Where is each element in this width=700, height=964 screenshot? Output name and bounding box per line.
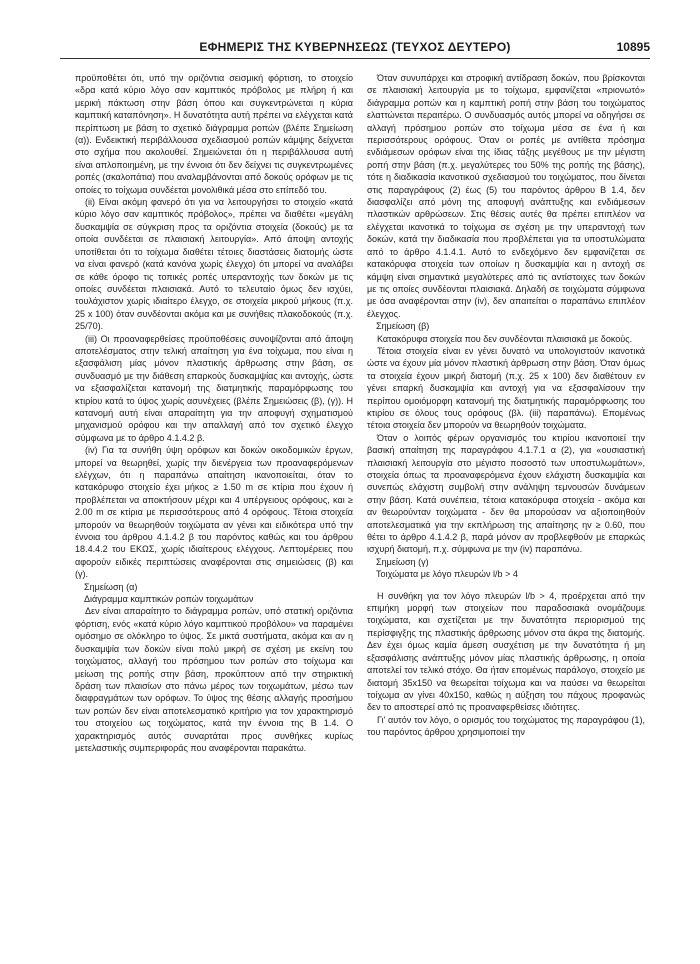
note-subheading-a: Διάγραμμα καμπτικών ροπών τοιχωμάτων (84, 594, 254, 605)
paragraph: Κατακόρυφα στοιχεία που δεν συνδέονται πλαισιακά με δοκούς. (377, 333, 633, 344)
paragraph: Τέτοια στοιχεία είναι εν γένει δυνατό να υπολογιστούν ικανοτικά ώστε να έχουν μία μόνον πλαστική άρθρωση στην βάση. Όταν όμως τα στοιχεία έχουν μικρή διατομή (π.χ. 25 x 100) δεν διαθέτουν εν γένει επαρκή δυσκαμψία και αντοχή για να εξασφαλίσουν την περίπου ομοιόμορφη κατανομή της διατμητικής παραμόρφωσης του κτιρίου σε όλους τους ορόφους (βλ. (iii) παραπάνω). Επομένως τέτοια στοιχεία δεν μπορούν να θεωρηθούν τοιχώματα. (367, 345, 645, 431)
note-heading-c: Σημείωση (γ) (376, 556, 429, 567)
paragraph: (iii) Οι προαναφερθείσες προϋποθέσεις συνοψίζονται από άποψη αποτελέσματος στην τελική απαίτηση για ένα τοίχωμα, που είναι η εξασφάλιση μίας μόνον πλαστικής άρθρωσης στην βάση, σε συνδυασμό με την διάθεση επαρκούς δυσκαμψίας και αντοχής, ώστε να εξασφαλίζεται κατανομή της διατμητικής παραμόρφωσης του κτιρίου κατά το ύψος χωρίς ασυνέχειες (βλέπε Σημειώσεις (β), (γ)). Η κατανομή αυτή είναι απαραίτητη για την αποφυγή σχηματισμού μηχανισμού ορόφου και την απαλλαγή από τον σχετικό έλεγχο σύμφωνα με το άρθρο 4.1.4.2 β. (75, 333, 353, 443)
paragraph: Όταν συνυπάρχει και στροφική αντίδραση δοκών, που βρίσκονται σε πλαισιακή λειτουργία με το τοίχωμα, εμφανίζεται «πριονωτό» διάγραμμα ροπών και η καμπτική ροπή στην βάση του τοιχώματος ελαττώνεται περαιτέρω. Ο συνδυασμός αυτός μπορεί να οδηγήσει σε αλλαγή πρόσημου ροπών στο τοίχωμα μέσα σε ένα ή και περισσότερους ορόφους. Όταν οι ροπές με αντίθετα πρόσημα ενδιάμεσων ορόφων είναι της ίδιας τάξης μεγέθους με την μέγιστη ροπή στην βάση (π.χ. μεγαλύτερες του 50% της ροπής της βάσης), τότε η διαδικασία ικανοτικού σχεδιασμού του τοιχώματος, που δίνεται στις παραγράφους (2) έως (5) του παρόντος άρθρου Β 1.4, δεν διασφαλίζει από μόνη της αποφυγή ανάπτυξης και ενδιάμεσων πλαστικών αρθρώσεων. Στις θέσεις αυτές θα πρέπει επιπλέον να ελέγχεται ικανοτικά το τοίχωμα σε σχέση με την υπεραντοχή των δοκών, κατά την διαδικασία που προβλέπεται για τα υποστυλώματα από το άρθρο 4.1.4.1. Αυτό το ενδεχόμενο δεν εμφανίζεται σε κατακόρυφα στοιχεία των οποίων η δυσκαμψία και η αντοχή σε κάμψη είναι σημαντικά μεγαλύτερες από τις αντίστοιχες των δοκών με τις οποίες συνδέονται πλαισιακά. Δηλαδή σε τοιχώματα σύμφωνα με όσα αναφέρονται στην (iv), δεν απαιτείται ο παραπάνω επιπλέον έλεγχος. (367, 73, 645, 319)
page-header (60, 40, 650, 60)
gazette-title: ΕΦΗΜΕΡΙΣ ΤΗΣ ΚΥΒΕΡΝΗΣΕΩΣ (ΤΕΥΧΟΣ ΔΕΥΤΕΡΟ) (199, 40, 511, 54)
paragraph: προϋποθέτει ότι, υπό την οριζόντια σεισμική φόρτιση, το στοιχείο «δρα κατά κύριο λόγο σαν καμπτικός πρόβολος με πλήρη ή και μερική πάκτωση στην βάση όπου και συγκεντρώνεται η κύρια καμπτική καταπόνηση». Η δυνατότητα αυτή πρέπει να ελέγχεται κατά περίπτωση με βάση το σχετικό διάγραμμα ροπών (βλέπε Σημείωση (α)). Ενδεικτική περιβάλλουσα σχεδιασμού ροπών κάμψης δείχνεται στο σχήμα που ακολουθεί. Σημειώνεται ότι η περιβάλλουσα αυτή είναι απλοποιημένη, με την έννοια ότι δεν δείχνει τις συγκεντρωμένες ροπές (σκαλοπάτια) που αναλαμβάνονται από δοκούς ορόφων με τις οποίες το τοίχωμα συνδέεται μονολιθικά μέσα στο επίπεδό του. (75, 73, 353, 195)
page-number: 10895 (616, 40, 650, 54)
right-column (367, 72, 645, 739)
note-heading-b: Σημείωση (β) (376, 321, 430, 332)
left-column (75, 72, 353, 754)
note-subheading-c: Τοιχώματα με λόγο πλευρών l/b > 4 (376, 569, 518, 580)
note-heading-a: Σημείωση (α) (84, 581, 138, 592)
paragraph: Όταν ο λοιπός φέρων οργανισμός του κτιρίου ικανοποιεί την βασική απαίτηση της παραγράφου 4.1.7.1 α (2), για «ουσιαστική πλαισιακή λειτουργία στο μέγιστο ποσοστό των υποστυλωμάτων», στοιχεία όπως τα προαναφερόμενα έχουν ελάχιστη δυσκαμψία και συνεπώς ελάχιστη συμβολή στην ανάληψη τεμνουσών δυνάμεων στην βάση. Κατά συνέπεια, τέτοια κατακόρυφα στοιχεία - ακόμα και αν θεωρούνταν τοιχώματα - δεν θα μπορούσαν να αξιοποιηθούν αποτελεσματικά για την εκπλήρωση της απαίτησης ηv ≥ 0.60, που θέτει το άρθρο 4.1.4.2 β, παρά μόνον αν προβλεφθούν με επαρκώς ισχυρή διατομή, π.χ. σύμφωνα με την (iv) παραπάνω. (367, 432, 645, 555)
paragraph: Γι' αυτόν τον λόγο, ο ορισμός του τοιχώματος της παραγράφου (1), του παρόντος άρθρου χρησιμοποιεί την (367, 714, 645, 738)
paragraph: Δεν είναι απαραίτητο το διάγραμμα ροπών, υπό στατική οριζόντια φόρτιση, ενός «κατά κύριο λόγο καμπτικού προβόλου» να παραμένει ομόσημο σε ολόκληρο το ύψος. Σε μικτά συστήματα, ακόμα και αν η δυσκαμψία των δοκών είναι πολύ μικρή σε σχέση με εκείνη του τοιχώματος, αλλαγή του πρόσημου των ροπών στο τοίχωμα και μείωση της ροπής στην βάση, προκύπτουν από την στηρικτική δράση των πλαισίων στο πάνω μέρος των τοιχωμάτων, μέσω των διαφραγμάτων των ορόφων. Το ύψος της θέσης αλλαγής προσήμου των ροπών δεν είναι αποτελεσματικό κριτήριο για τον χαρακτηρισμό του στοιχείου ως τοιχώματος, κατά την έννοια της Β 1.4. Ο χαρακτηρισμός αυτός συναρτάται προς συνθήκες κυρίως μετελαστικής συμπεριφοράς που αναφέρονται παρακάτω. (75, 606, 353, 753)
paragraph: Η συνθήκη για τον λόγο πλευρών l/b > 4, προέρχεται από την επιμήκη μορφή των στοιχείων που παραδοσιακά ονομάζουμε τοιχώματα, και σχετίζεται με την δυνατότητα περιορισμού της περίσφιγξης της πλαστικής άρθρωσης μόνον στα άκρα της διατομής. Δεν έχει όμως καμία άμεση συσχέτιση με την δυνατότητα ή μη εξασφάλισης ανάπτυξης μόνον μίας πλαστικής άρθρωσης, η οποία αποτελεί τον τελικό στόχο. Θα ήταν επομένως παράλογο, στοιχείο με διατομή 35x150 να θεωρείται τοίχωμα και να παύσει να θεωρείται τοίχωμα αν γίνει 40x150, καθώς η αύξηση του πάχους προφανώς δεν το αποστερεί από τις προαναφερθείσες ιδιότητες. (367, 590, 645, 713)
paragraph: (ii) Είναι ακόμη φανερό ότι για να λειτουργήσει το στοιχείο «κατά κύριο λόγο σαν καμπτικός πρόβολος», πρέπει να διαθέτει «μεγάλη δυσκαμψία σε σύγκριση προς τα οριζόντια στοιχεία (δοκούς) με τα οποία συνδέεται σε πλαισιακή λειτουργία». Από άποψη αντοχής υποτίθεται ότι το τοίχωμα διαθέτει τέτοιες διαστάσεις διατομής ώστε να είναι φανερό (κατά κανόνα χωρίς έλεγχο) ότι μπορεί να αναλάβει σε κάθε όροφο τις τοπικές ροπές υπεραντοχής των δοκών με τις οποίες συνδέεται πλαισιακά. Αυτό το τελευταίο όμως δεν ισχύει, τουλάχιστον χωρίς ιδιαίτερο έλεγχο, σε στοιχεία μικρού μήκους (π.χ. 25 x 100) όταν συνδέονται ακόμα και με συνήθεις πλακοδοκούς (π.χ. 25/70). (75, 197, 353, 332)
header-rule (60, 58, 650, 59)
paragraph: (iv) Για τα συνήθη ύψη ορόφων και δοκών οικοδομικών έργων, μπορεί να θεωρηθεί, χωρίς την διενέργεια των προαναφερόμενων ελέγχων, ότι η παραπάνω απαίτηση ικανοποιείται, όταν το κατακόρυφο στοιχείο έχει μήκος ≥ 1.50 m σε κτίρια που έχουν ή προβλέπεται να αποκτήσουν μέχρι και 4 υπέργειους ορόφους, και ≥ 2.00 m σε κτίρια με περισσότερους από 4 ορόφους. Τέτοια στοιχεία μπορούν να θεωρηθούν τοιχώματα αν γένει και ειδικότερα υπό την έννοια του άρθρου 4.1.4.2 β του παρόντος καθώς και του άρθρου 18.4.4.2 του ΕΚΩΣ, χωρίς ιδιαίτερους ελέγχους. Λεπτομέρειες που αφορούν ειδικές περιπτώσεις αναφέρονται στις σημειώσεις (β) και (γ). (75, 445, 353, 580)
